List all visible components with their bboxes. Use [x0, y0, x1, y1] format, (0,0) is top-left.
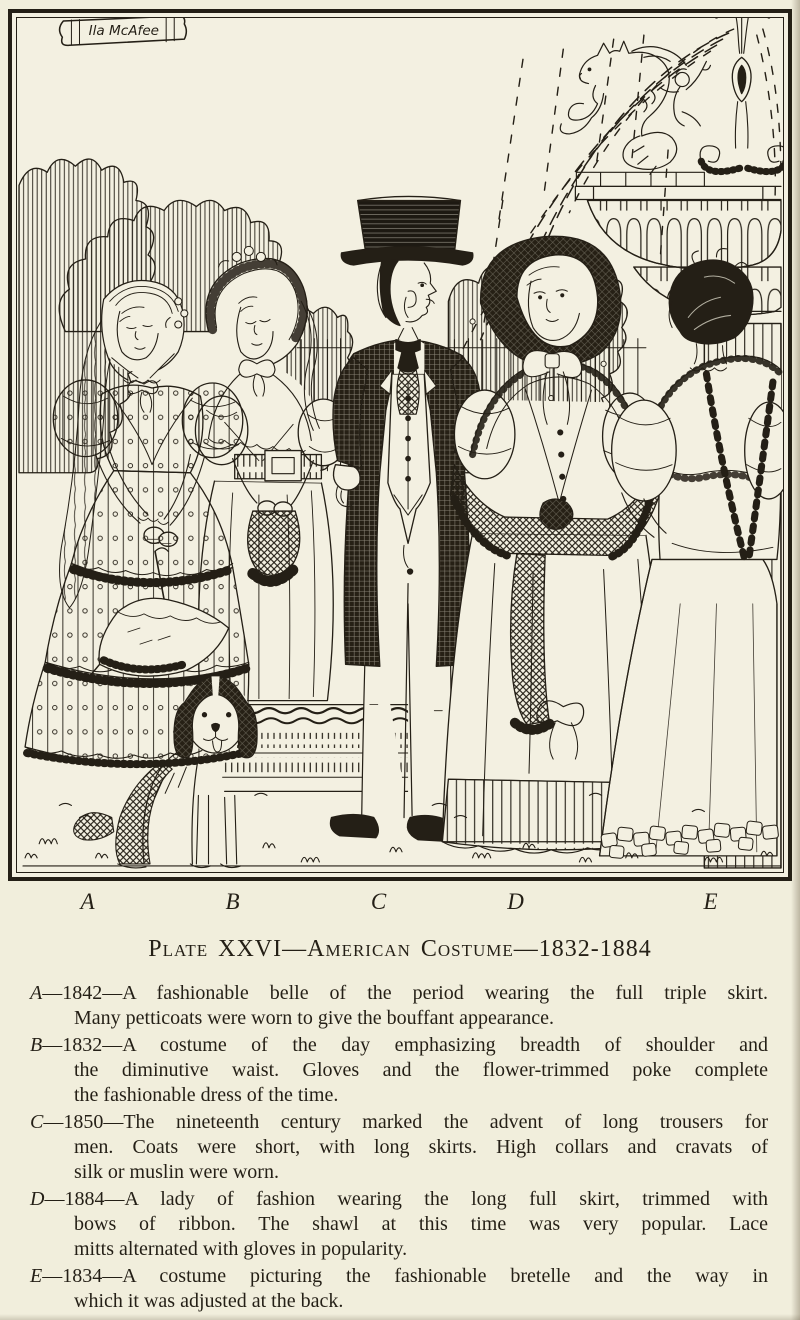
caption-entry-c: [30, 1110, 768, 1185]
figure-label-b: B: [225, 889, 241, 914]
entry-text: —1832—A costume of the day emphasizing breadth of shoulder and: [42, 1034, 768, 1056]
plate-frame: [8, 9, 792, 881]
caption-line: the fashionable dress of the time.: [74, 1084, 339, 1106]
caption-list: [30, 981, 768, 1316]
caption-entry-d: [30, 1187, 768, 1262]
entry-letter: E: [30, 1265, 43, 1287]
costume-plate-illustration: [17, 18, 783, 872]
entry-text: —1842—A fashionable belle of the period wearing the full triple skirt.: [42, 982, 768, 1004]
artist-signature-banner: [60, 18, 187, 45]
entry-text: —1884—A lady of fashion wearing the long full skirt, trimmed with: [44, 1188, 768, 1210]
caption-line: the diminutive waist. Gloves and the flower-trimmed poke complete: [74, 1059, 768, 1081]
figure-label-e: E: [703, 889, 719, 914]
caption-line: [30, 1110, 768, 1135]
figure-label-c: C: [370, 889, 388, 914]
caption-line: silk or muslin were worn.: [74, 1161, 279, 1183]
volute-ornaments: [700, 146, 783, 172]
caption-entry-a: [30, 981, 768, 1031]
caption-entry-e: [30, 1264, 768, 1314]
entry-letter: B: [30, 1034, 43, 1056]
caption-line: [30, 1033, 768, 1058]
fountain-spout: [715, 18, 769, 148]
caption-line: which it was adjusted at the back.: [74, 1290, 344, 1312]
plate-title: Plate XXVI—American Costume—1832-1884: [148, 936, 652, 962]
entry-text: —1834—A costume picturing the fashionable bretelle and the way in: [42, 1265, 768, 1287]
caption-entry-b: [30, 1033, 768, 1108]
plate-frame-inner-rule: [16, 17, 784, 873]
artist-signature: Ila McAfee: [88, 23, 160, 40]
caption-line: [30, 1187, 768, 1212]
entry-letter: C: [30, 1111, 44, 1133]
entry-letter: A: [30, 982, 43, 1004]
page-edge-shadow: [791, 0, 800, 1320]
caption-line: mitts alternated with gloves in popularity.: [74, 1238, 408, 1260]
entry-text: —1850—The nineteenth century marked the advent of long trousers for: [43, 1111, 768, 1133]
caption-line: Many petticoats were worn to give the bouffant appearance.: [74, 1007, 554, 1029]
figure-label-d: D: [507, 889, 525, 914]
caption-line: men. Coats were short, with long skirts. High collars and cravats of: [74, 1136, 768, 1158]
caption-line: bows of ribbon. The shawl at this time was very popular. Lace: [74, 1213, 768, 1235]
figure-label-a: A: [80, 889, 96, 914]
caption-line: [30, 1264, 768, 1289]
entry-letter: D: [30, 1188, 45, 1210]
caption-line: [30, 981, 768, 1006]
